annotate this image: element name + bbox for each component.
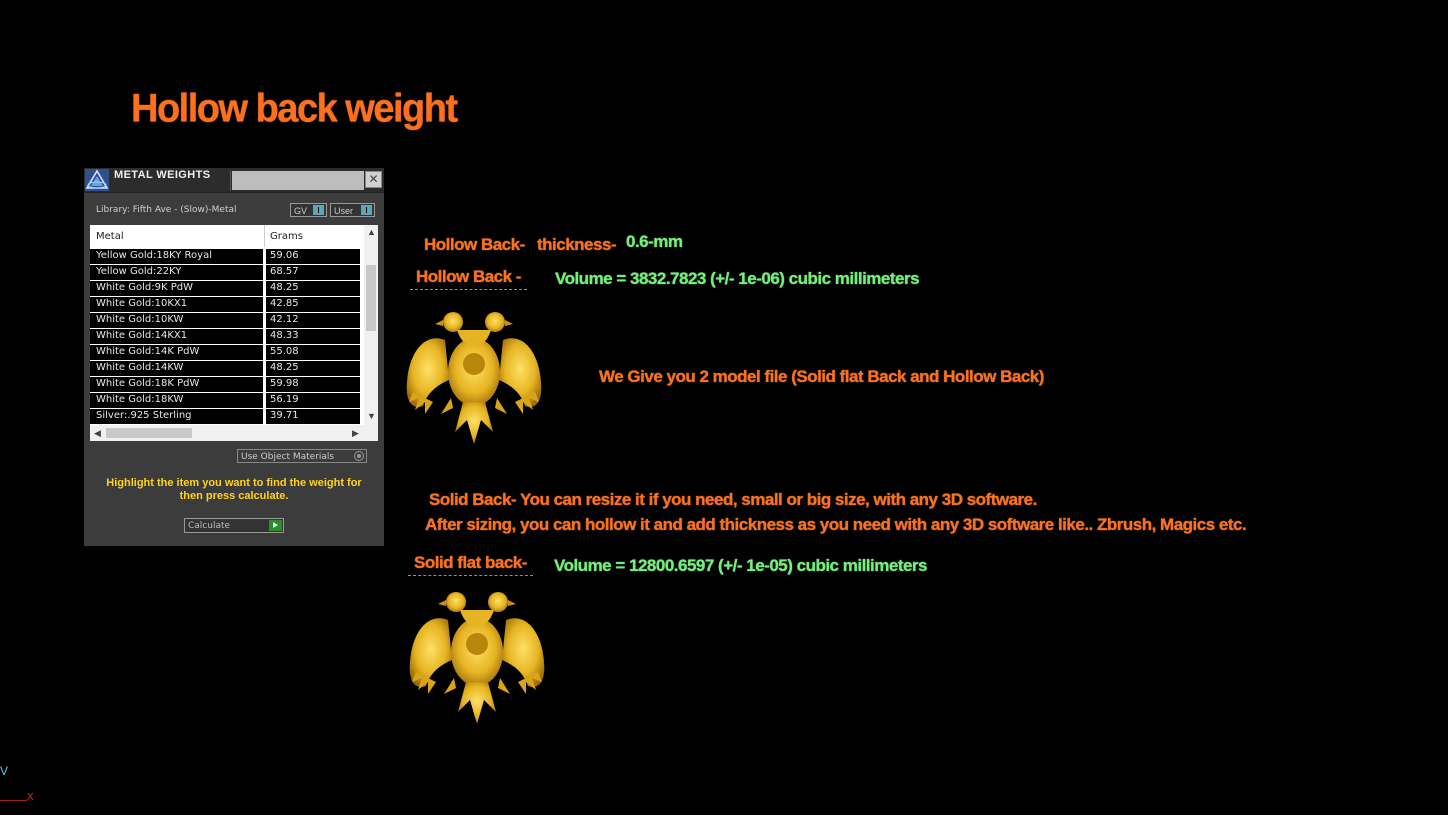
use-object-materials-label: Use Object Materials: [241, 452, 335, 462]
grams-value: 48.33: [270, 330, 299, 341]
metal-name: White Gold:14KW: [96, 362, 184, 373]
grams-value: 56.19: [270, 394, 299, 405]
grams-value: 48.25: [270, 282, 299, 293]
metal-name: Yellow Gold:22KY: [96, 266, 182, 277]
solid-back-line2: After sizing, you can hollow it and add thickness as you need with any 3D software like.. Zbrush, Magics etc.: [425, 515, 1247, 534]
metal-name: White Gold:18KW: [96, 394, 184, 405]
metal-name: Silver:.925 Sterling: [96, 410, 192, 421]
table-header: [90, 225, 362, 247]
metal-name: White Gold:9K PdW: [96, 282, 193, 293]
table-row[interactable]: [90, 393, 362, 408]
solid-volume: Volume = 12800.6597 (+/- 1e-05) cubic millimeters: [554, 556, 927, 575]
hollow-back-label: Hollow Back-: [424, 235, 525, 254]
thickness-label: thickness-: [537, 235, 617, 254]
grams-value: 55.08: [270, 346, 299, 357]
grams-value: 59.06: [270, 250, 299, 261]
hollow-volume: Volume = 3832.7823 (+/- 1e-06) cubic millimeters: [555, 269, 920, 288]
panel-titlebar[interactable]: [84, 168, 384, 193]
grams-value: 42.12: [270, 314, 299, 325]
page-title: Hollow back weight: [131, 86, 457, 132]
axis-x-label: X: [27, 792, 34, 803]
hint-text: Highlight the item you want to find the weight for then press calculate.: [106, 477, 362, 502]
metal-name: White Gold:10KX1: [96, 298, 188, 309]
table-row[interactable]: [90, 345, 362, 360]
table-row[interactable]: [90, 265, 362, 280]
solid-back-line1: Solid Back- You can resize it if you need, small or big size, with any 3D software.: [429, 490, 1037, 509]
vertical-scrollbar[interactable]: [364, 225, 378, 425]
grams-value: 42.85: [270, 298, 299, 309]
scroll-thumb[interactable]: [106, 428, 192, 438]
table-row[interactable]: [90, 361, 362, 376]
model-note: We Give you 2 model file (Solid flat Back and Hollow Back): [599, 367, 1044, 386]
metal-name: White Gold:18K PdW: [96, 378, 200, 389]
table-row[interactable]: [90, 313, 362, 328]
table-row[interactable]: [90, 329, 362, 344]
metal-weights-panel: [84, 168, 384, 546]
grams-value: 48.25: [270, 362, 299, 373]
double-headed-eagle-icon: [405, 302, 543, 446]
grams-value: 59.98: [270, 378, 299, 389]
grams-value: 68.57: [270, 266, 299, 277]
calculate-label: Calculate: [188, 521, 231, 531]
metal-table: [90, 225, 378, 441]
table-row[interactable]: [90, 409, 362, 424]
horizontal-scrollbar[interactable]: [90, 425, 378, 441]
gv-label: GV: [294, 206, 308, 216]
table-row[interactable]: [90, 281, 362, 296]
user-toggle[interactable]: [330, 203, 375, 217]
thickness-value: 0.6-mm: [626, 232, 683, 251]
play-icon: [269, 520, 282, 531]
title-separator: [230, 171, 231, 191]
radio-icon: [354, 451, 364, 461]
triangle-logo-icon: [85, 169, 109, 191]
library-label: Library: Fifth Ave - (Slow)-Metal: [96, 205, 237, 215]
calculate-button[interactable]: [184, 518, 284, 533]
scroll-thumb[interactable]: [366, 265, 376, 331]
panel-title: METAL WEIGHTS: [114, 169, 211, 181]
table-row[interactable]: [90, 249, 362, 264]
table-row[interactable]: [90, 377, 362, 392]
hollow-back-section-label: Hollow Back -: [410, 267, 527, 290]
grams-value: 39.71: [270, 410, 299, 421]
table-body: [90, 249, 362, 425]
toggle-icon: [361, 205, 372, 215]
metal-name: White Gold:14K PdW: [96, 346, 200, 357]
table-row[interactable]: [90, 297, 362, 312]
scroll-down-icon[interactable]: ▼: [367, 411, 376, 421]
scroll-right-icon[interactable]: ▶: [352, 428, 359, 438]
close-icon[interactable]: ✕: [365, 171, 382, 188]
title-fill: [232, 171, 364, 190]
use-object-materials-button[interactable]: [237, 449, 367, 463]
gv-toggle[interactable]: [290, 203, 327, 217]
column-header-grams[interactable]: Grams: [270, 231, 303, 242]
column-header-metal[interactable]: Metal: [96, 231, 124, 242]
user-label: User: [334, 206, 354, 216]
toggle-icon: [313, 205, 324, 215]
solid-flat-back-section-label: Solid flat back-: [408, 553, 533, 576]
scroll-up-icon[interactable]: ▲: [367, 227, 376, 237]
metal-name: Yellow Gold:18KY Royal: [96, 250, 212, 261]
double-headed-eagle-icon: [408, 582, 546, 726]
axis-line: [0, 800, 27, 801]
axis-v-label: V: [0, 764, 9, 778]
metal-name: White Gold:10KW: [96, 314, 184, 325]
header-separator: [264, 225, 265, 247]
metal-name: White Gold:14KX1: [96, 330, 188, 341]
scroll-left-icon[interactable]: ◀: [94, 428, 101, 438]
